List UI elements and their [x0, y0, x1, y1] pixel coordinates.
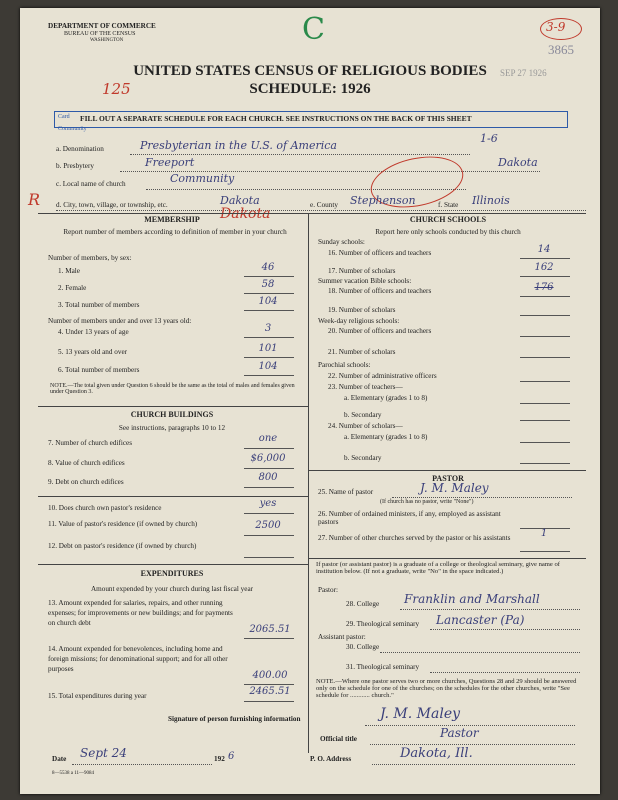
date-line — [72, 764, 212, 765]
expenditures-title: EXPENDITURES — [140, 569, 204, 578]
bld-row-11-label: 11. Value of pastor's residence (if owned by church) — [48, 520, 198, 528]
sch-row-23-label: 23. Number of teachers— — [328, 383, 403, 391]
mem-row-5-value: 101 — [258, 343, 278, 354]
exp-row-13-line — [244, 638, 294, 639]
mem-row-6-value: 104 — [258, 361, 278, 372]
mem-row-6-label: 6. Total number of members — [58, 366, 140, 374]
bld-row-12-label: 12. Debt on pastor's residence (if owned by church) — [48, 542, 197, 550]
pastor-rule — [308, 558, 586, 559]
q25-value: J. M. Maley — [420, 481, 489, 495]
q31-label: 31. Theological seminary — [346, 663, 420, 671]
bld-row-12-line — [244, 557, 294, 558]
mem-row-3-value: 104 — [258, 296, 278, 307]
mem-row-5-label: 5. 13 years old and over — [58, 348, 128, 356]
form-subtitle: SCHEDULE: 1926 — [249, 81, 371, 97]
department-label: DEPARTMENT OF COMMERCE — [48, 22, 156, 30]
bld-row-11-value: 2500 — [255, 520, 281, 531]
county-label: e. County — [310, 201, 338, 209]
membership-sex-head: Number of members, by sex: — [48, 254, 132, 262]
membership-note: NOTE.—The total given under Question 6 should be the same as the total of males and females given under Question 3. — [50, 383, 295, 395]
year-label: 192 — [214, 755, 225, 763]
presbytery-value: Freeport — [145, 156, 195, 169]
city-value: Dakota — [220, 194, 260, 207]
mem-row-6-line — [244, 375, 294, 376]
expenditures-intro: Amount expended by your church during last fiscal year — [90, 585, 254, 593]
sch-row-18-line — [520, 296, 570, 297]
bld-row-10-value: yes — [259, 498, 277, 509]
mem-row-2-label: 2. Female — [58, 284, 87, 292]
sch-row-19-line — [520, 315, 570, 316]
bld-row-8-label: 8. Value of church edifices — [48, 459, 125, 467]
bld-row-10-line — [244, 513, 294, 514]
county-value: Stephenson — [350, 194, 416, 207]
sch-row-24-label: 24. Number of scholars— — [328, 422, 403, 430]
bld-row-9-label: 9. Debt on church edifices — [48, 478, 124, 486]
date-value: Sept 24 — [80, 746, 127, 760]
membership-rule — [38, 406, 308, 407]
state-note: Dakota — [498, 156, 538, 169]
sch-row-24b-label: b. Secondary — [344, 454, 382, 462]
signature-value: J. M. Maley — [380, 706, 461, 722]
q29-label: 29. Theological seminary — [346, 620, 420, 628]
mem-row-1-label: 1. Male — [58, 267, 80, 275]
city-label: d. City, town, village, or township, etc. — [56, 201, 168, 209]
q27-value: 1 — [540, 528, 548, 539]
mem-row-1-line — [244, 276, 294, 277]
college-note: If pastor (or assistant pastor) is a graduate of a college or theological seminary, give name of institution below. (If not a graduate, write "No" in the space indicated.) — [316, 561, 561, 575]
bld-row-11-line — [244, 535, 294, 536]
center-divider — [308, 213, 309, 753]
bld-row-7-value: one — [258, 433, 278, 444]
buildings-bottom-rule — [38, 564, 308, 565]
sch-row-17-line — [520, 276, 570, 277]
bld-row-7-line — [244, 448, 294, 449]
membership-age-head: Number of members under and over 13 years old: — [48, 317, 192, 325]
mark-r: R — [28, 190, 41, 209]
mark-c: C — [302, 12, 325, 47]
q27-line — [520, 551, 570, 552]
q28-value: Franklin and Marshall — [404, 592, 540, 606]
address-value: Dakota, Ill. — [400, 746, 473, 761]
exp-row-13-label: 13. Amount expended for salaries, repairs, and other running expenses; for improvements or new buildings; and for payments on church debt — [48, 599, 233, 627]
sunday-head: Sunday schools: — [318, 238, 365, 246]
sch-row-20-line — [520, 336, 570, 337]
sch-row-22-label: 22. Number of administrative officers — [328, 372, 437, 380]
top-rule — [38, 213, 586, 214]
weekday-head: Week-day religious schools: — [318, 317, 400, 325]
received-stamp: SEP 27 1926 — [500, 68, 547, 78]
bld-row-8-value: $6,000 — [250, 453, 286, 464]
address-label: P. O. Address — [310, 755, 352, 763]
assistant-label: Assistant pastor: — [318, 633, 366, 641]
local-name-value: Community — [170, 172, 235, 185]
pastor-title: PASTOR — [432, 474, 464, 483]
schools-rule — [308, 470, 586, 471]
exp-row-15-value: 2465.51 — [249, 686, 291, 697]
sch-row-18-label: 18. Number of officers and teachers — [328, 287, 432, 295]
sch-row-23b-line — [520, 420, 570, 421]
membership-title: MEMBERSHIP — [144, 215, 200, 224]
instructions-text: FILL OUT A SEPARATE SCHEDULE FOR EACH CHURCH. SEE INSTRUCTIONS ON THE BACK OF THIS SHEET — [80, 114, 472, 123]
bld-row-9-line — [244, 487, 294, 488]
exp-row-15-label: 15. Total expenditures during year — [48, 692, 147, 700]
pastor-label: Pastor: — [318, 586, 338, 594]
sch-row-16-line — [520, 258, 570, 259]
sch-row-23a-label: a. Elementary (grades 1 to 8) — [344, 394, 428, 402]
exp-row-14-line — [244, 684, 294, 685]
schools-title: CHURCH SCHOOLS — [409, 215, 487, 224]
mem-row-3-line — [244, 310, 294, 311]
sch-row-22-line — [520, 381, 570, 382]
sch-row-24b-line — [520, 463, 570, 464]
sch-row-17-label: 17. Number of scholars — [328, 267, 396, 275]
pastor-note: NOTE.—Where one pastor serves two or more churches, Questions 28 and 29 should be answered only on the schedule for one of the churches; on the schedules for the other churches, write "See schedule for ............ church." — [316, 678, 577, 699]
mark-125: 125 — [102, 80, 131, 98]
mem-row-3-label: 3. Total number of members — [58, 301, 140, 309]
q28-label: 28. College — [346, 600, 380, 608]
exp-row-14-value: 400.00 — [252, 670, 288, 681]
q25-note: (If church has no pastor, write "None") — [380, 499, 474, 505]
bld-row-9-value: 800 — [258, 472, 278, 483]
q30-line — [380, 652, 580, 653]
circle-number: 3-9 — [546, 20, 566, 34]
mem-row-2-line — [244, 293, 294, 294]
q29-value: Lancaster (Pa) — [436, 613, 525, 627]
mem-row-4-line — [244, 337, 294, 338]
summer-head: Summer vacation Bible schools: — [318, 277, 412, 285]
exp-row-14-label: 14. Amount expended for benevolences, including home and foreign missions; for denominational support; and for all other purposes — [48, 645, 228, 673]
presbytery-label: b. Presbytery — [56, 162, 94, 170]
bureau-label: BUREAU OF THE CENSUS — [64, 31, 136, 37]
exp-row-15-line — [244, 701, 294, 702]
mem-row-1-value: 46 — [261, 262, 275, 273]
title-line — [370, 744, 575, 745]
q26-label: 26. Number of ordained ministers, if any, employed as assistant pastors — [318, 510, 501, 526]
sch-row-23b-label: b. Secondary — [344, 411, 382, 419]
q25-line — [392, 497, 572, 498]
exp-row-13-value: 2065.51 — [249, 624, 291, 635]
denomination-value: Presbyterian in the U.S. of America — [140, 139, 337, 152]
membership-intro: Report number of members according to definition of member in your church — [63, 228, 287, 236]
address-line — [372, 764, 575, 765]
sch-row-21-label: 21. Number of scholars — [328, 348, 396, 356]
city-line — [56, 210, 586, 211]
bld-row-10-label: 10. Does church own pastor's residence — [48, 504, 162, 512]
date-label: Date — [52, 755, 67, 763]
sch-row-16-label: 16. Number of officers and teachers — [328, 249, 432, 257]
sch-row-21-line — [520, 357, 570, 358]
sch-row-16-value: 14 — [537, 244, 551, 255]
title-value: Pastor — [440, 726, 479, 740]
sch-row-24a-line — [520, 442, 570, 443]
form-number: 8—5538 a 11—9084 — [52, 771, 95, 776]
community-label: Community — [58, 126, 87, 132]
schools-intro: Report here only schools conducted by this church — [375, 228, 521, 236]
state-label: f. State — [438, 201, 459, 209]
card-label: Card — [58, 114, 70, 120]
right-note: 1-6 — [480, 132, 498, 145]
signature-label: Signature of person furnishing information — [168, 715, 301, 723]
buildings-intro: See instructions, paragraphs 10 to 12 — [118, 424, 226, 432]
sch-row-19-label: 19. Number of scholars — [328, 306, 396, 314]
q25-label: 25. Name of pastor — [318, 488, 374, 496]
sch-row-24a-label: a. Elementary (grades 1 to 8) — [344, 433, 428, 441]
buildings-title: CHURCH BUILDINGS — [130, 410, 214, 419]
title-label: Official title — [320, 735, 357, 743]
q29-line — [430, 629, 580, 630]
mem-row-2-value: 58 — [261, 279, 275, 290]
denomination-label: a. Denomination — [56, 145, 104, 153]
mem-row-4-label: 4. Under 13 years of age — [58, 328, 129, 336]
census-schedule-page — [20, 8, 600, 794]
dakota-margin: Dakota — [220, 206, 271, 222]
sch-row-17-value: 162 — [534, 262, 554, 273]
buildings-rule — [38, 496, 308, 497]
q28-line — [400, 609, 580, 610]
corner-number: 3865 — [548, 42, 574, 57]
denomination-line — [130, 154, 470, 155]
state-value: Illinois — [472, 194, 510, 207]
q31-line — [430, 672, 580, 673]
mem-row-5-line — [244, 357, 294, 358]
bld-row-7-label: 7. Number of church edifices — [48, 439, 133, 447]
local-name-label: c. Local name of church — [56, 180, 126, 188]
form-title: UNITED STATES CENSUS OF RELIGIOUS BODIES — [133, 63, 487, 79]
sch-row-20-label: 20. Number of officers and teachers — [328, 327, 432, 335]
sch-row-18-value: 176 — [534, 282, 554, 293]
sch-row-23a-line — [520, 403, 570, 404]
mem-row-4-value: 3 — [264, 323, 272, 334]
parochial-head: Parochial schools: — [318, 361, 371, 369]
q30-label: 30. College — [346, 643, 380, 651]
city-label: WASHINGTON — [90, 38, 124, 43]
year-value: 6 — [228, 751, 235, 762]
q27-label: 27. Number of other churches served by the pastor or his assistants — [318, 534, 511, 542]
bld-row-8-line — [244, 468, 294, 469]
